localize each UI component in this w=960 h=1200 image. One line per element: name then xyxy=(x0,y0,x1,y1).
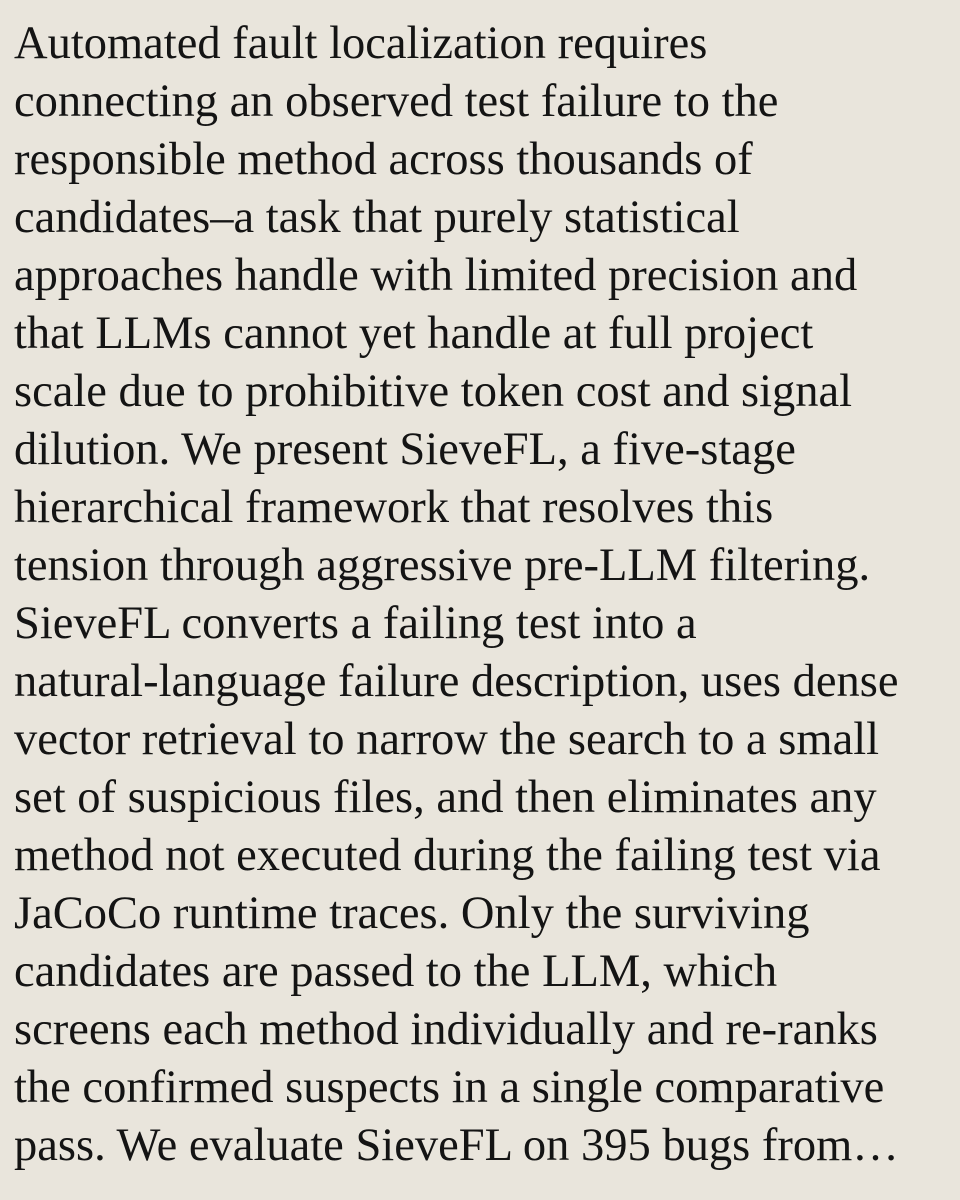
abstract-line: pass. We evaluate SieveFL on 395 bugs from… xyxy=(14,1120,899,1171)
abstract-line: tension through aggressive pre-LLM filtering. xyxy=(14,540,871,591)
abstract-line: JaCoCo runtime traces. Only the surviving xyxy=(14,888,810,939)
abstract-line: method not executed during the failing test via xyxy=(14,830,881,881)
abstract-line: screens each method individually and re-ranks xyxy=(14,1004,878,1055)
abstract-line: the confirmed suspects in a single comparative xyxy=(14,1062,885,1113)
abstract-text xyxy=(14,15,954,1175)
abstract-line: natural-language failure description, uses dense xyxy=(14,656,899,707)
abstract-line: approaches handle with limited precision and xyxy=(14,250,858,301)
abstract-line: candidates are passed to the LLM, which xyxy=(14,946,778,997)
abstract-line: dilution. We present SieveFL, a five-stage xyxy=(14,424,796,475)
abstract-line: connecting an observed test failure to the xyxy=(14,76,779,127)
abstract-line: SieveFL converts a failing test into a xyxy=(14,598,697,649)
abstract-line: candidates–a task that purely statistical xyxy=(14,192,740,243)
abstract-line: that LLMs cannot yet handle at full project xyxy=(14,308,814,359)
abstract-line: hierarchical framework that resolves this xyxy=(14,482,774,533)
abstract-line: scale due to prohibitive token cost and signal xyxy=(14,366,853,417)
abstract-line: Automated fault localization requires xyxy=(14,18,708,69)
abstract-line: set of suspicious files, and then eliminates any xyxy=(14,772,877,823)
abstract-line: responsible method across thousands of xyxy=(14,134,753,185)
abstract-line: vector retrieval to narrow the search to a small xyxy=(14,714,880,765)
